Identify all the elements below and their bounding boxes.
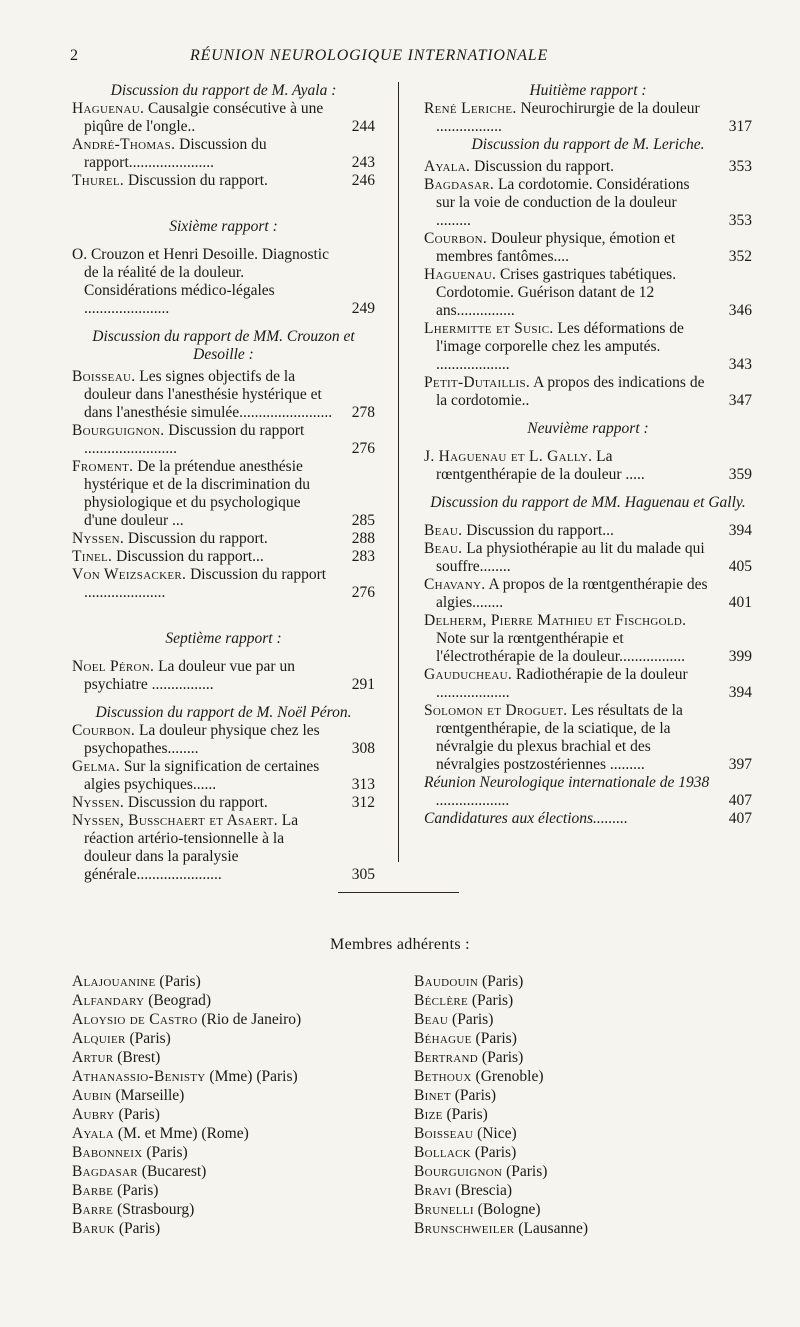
member-city: (Paris) [115,1220,161,1237]
entry-title: Discussion du rapport ..................... [84,566,327,601]
entry-author: Nyssen. [72,794,125,811]
entry-title: O. Crouzon et Henri Desoille. Diagnostic de la réalité de la douleur. Considérations médico-légales ...................... [72,246,329,317]
entry-title: Discussion du rapport. [127,530,268,547]
section-heading: Septième rapport : [165,630,282,647]
spacer [424,410,752,420]
member-name: Brunschweiler [414,1220,515,1237]
entry-title: La douleur physique chez les psychopathes........ [84,722,320,757]
entry-title: Sur la signification de certaines algies psychiques...... [84,758,320,793]
member-entry [72,1105,402,1124]
member-city: (Paris) [450,1087,497,1104]
entry-page-number: 288 [351,530,375,547]
toc-right-column [424,82,752,828]
member-entry [414,1181,744,1200]
member-name: Bravi [414,1182,452,1199]
member-entry [414,1048,744,1067]
member-entry [414,1067,744,1086]
member-name: Barbe [72,1182,114,1199]
entry-page-number: 407 [728,792,752,809]
entry-title: La cordotomie. Considérations sur la voie de conduction de la douleur ......... [436,176,690,229]
entry-title: Note sur la rœntgenthérapie et l'électrothérapie de la douleur................. [436,630,685,665]
entry-page-number: 246 [351,172,375,189]
entry-author: Bourguignon. [72,422,165,439]
entry-author: Tinel. [72,548,113,565]
toc-entry [424,810,752,828]
entry-author: André-Thomas. [72,136,176,153]
entry-page-number: 249 [351,300,375,317]
member-name: Baudouin [414,973,479,990]
entry-page-number: 313 [351,776,375,793]
entry-page-number: 283 [351,548,375,565]
spacer [72,236,375,246]
toc-entry [424,374,752,410]
member-entry [414,1086,744,1105]
toc-entry [424,176,752,230]
spacer [424,484,752,494]
member-name: Baruk [72,1220,116,1237]
entry-page-number: 405 [728,558,752,575]
toc-entry [72,368,375,422]
member-city: (Rio de Janeiro) [197,1011,302,1028]
entry-author: Delherm, Pierre Mathieu et Fischgold. [424,612,687,629]
toc-entry [72,566,375,602]
member-name: Beau [414,1011,449,1028]
member-entry [72,1067,402,1086]
toc-entry [424,320,752,374]
entry-title: A propos des indications de la cordotomie.. [436,374,705,409]
entry-page-number: 276 [351,584,375,601]
member-entry [414,1029,744,1048]
toc-entry [72,100,375,136]
column-divider [398,82,399,862]
member-name: Béhague [414,1030,472,1047]
toc-entry [424,576,752,612]
entry-page-number: 407 [728,810,752,827]
entry-title: Discussion du rapport...................... [84,136,267,171]
entry-author: Lhermitte et Susic. [424,320,554,337]
toc-entry [72,658,375,694]
toc-entry [424,540,752,576]
entry-page-number: 352 [728,248,752,265]
entry-page-number: 401 [728,594,752,611]
member-entry [72,1219,402,1238]
member-entry [72,1143,402,1162]
entry-author: Nyssen. [72,530,125,547]
entry-author: Beau. [424,522,463,539]
entry-page-number: 346 [728,302,752,319]
entry-author: Ayala. [424,158,471,175]
member-city: (Lausanne) [514,1220,588,1237]
member-entry [414,1124,744,1143]
member-entry [414,1200,744,1219]
entry-page-number: 353 [728,212,752,229]
entry-page-number: 276 [351,440,375,457]
entry-author: Haguenau. [424,266,497,283]
entry-page-number: 312 [351,794,375,811]
member-name: Boisseau [414,1125,474,1142]
member-name: Bollack [414,1144,472,1161]
entry-author: Solomon et Droguet. [424,702,568,719]
member-city: (Paris) [471,1030,517,1047]
member-entry [414,991,744,1010]
toc-entry [424,158,752,176]
toc-entry [72,722,375,758]
entry-title: Discussion du rapport. [127,172,268,189]
member-city: (Marseille) [111,1087,185,1104]
entry-page-number: 285 [351,512,375,529]
toc-entry [424,266,752,320]
member-city: (Grenoble) [471,1068,544,1085]
entry-title: Discussion du rapport... [466,522,614,539]
entry-author: Thurel. [72,172,125,189]
toc-entry [72,246,375,318]
entry-author: Bagdasar. [424,176,495,193]
member-name: Bourguignon [414,1163,503,1180]
toc-entry [424,612,752,666]
member-city: (Paris) [502,1163,548,1180]
entry-author: Von Weizsacker. [72,566,187,583]
entry-author: Nyssen, Busschaert et Asaert. [72,812,278,829]
entry-page-number: 394 [728,684,752,701]
toc-entry [424,774,752,810]
spacer [72,190,375,218]
toc-entry [424,448,752,484]
entry-author: Beau. [424,540,463,557]
member-entry [72,1200,402,1219]
entry-author: J. Haguenau et L. Gally. [424,448,593,465]
entry-title: La réaction artério-tensionnelle à la douleur dans la paralysie générale...................... [84,812,299,883]
entry-page-number: 244 [351,118,375,135]
entry-title: Crises gastriques tabétiques. Cordotomie. Guérison datant de 12 ans............... [436,266,677,319]
entry-author: Froment. [72,458,134,475]
entry-title: Causalgie consécutive à une piqûre de l'ongle.. [84,100,324,135]
member-city: (Paris) [471,1144,517,1161]
spacer [72,602,375,630]
section-heading: Discussion du rapport de MM. Haguenau et Gally. [430,494,746,511]
entry-author: Noel Péron. [72,658,155,675]
member-name: Béclère [414,992,468,1009]
entry-page-number: 243 [351,154,375,171]
entry-page-number: 397 [728,756,752,773]
entry-title: Discussion du rapport. [474,158,614,175]
toc-entry [72,812,375,884]
member-city: (Paris) [114,1106,160,1123]
entry-title: Candidatures aux élections......... [424,810,628,827]
member-entry [72,1162,402,1181]
entry-title: Discussion du rapport. [127,794,268,811]
section-heading: Discussion du rapport de MM. Crouzon et Desoille : [92,328,355,363]
member-entry [414,1162,744,1181]
member-name: Brunelli [414,1201,474,1218]
member-name: Alquier [72,1030,126,1047]
member-city: (Paris) [125,1030,171,1047]
entry-author: Haguenau. [72,100,145,117]
member-name: Barre [72,1201,114,1218]
section-heading: Sixième rapport : [169,218,278,235]
member-name: Bertrand [414,1049,479,1066]
entry-title: Douleur physique, émotion et membres fantômes.... [436,230,676,265]
toc-entry [72,794,375,812]
member-city: (Paris) [448,1011,494,1028]
member-name: Aloysio de Castro [72,1011,198,1028]
member-entry [72,1086,402,1105]
toc-left-column [72,82,375,884]
entry-author: Chavany. [424,576,486,593]
member-name: Babonneix [72,1144,143,1161]
entry-title: Les déformations de l'image corporelle chez les amputés. ................... [436,320,684,373]
member-entry [414,1219,744,1238]
spacer [424,438,752,448]
entry-page-number: 359 [728,466,752,483]
entry-title: Neurochirurgie de la douleur ................. [436,100,700,135]
spacer [72,694,375,704]
member-city: (Bologne) [473,1201,541,1218]
member-city: (Paris) [478,973,524,990]
running-title: RÉUNION NEUROLOGIQUE INTERNATIONALE [190,47,549,64]
member-entry [72,972,402,991]
section-heading: Discussion du rapport de M. Leriche. [471,136,705,153]
entry-title: Les signes objectifs de la douleur dans l'anesthésie hystérique et dans l'anesthésie simulée........................ [84,368,333,421]
entry-page-number: 317 [728,118,752,135]
member-entry [414,1010,744,1029]
member-name: Bethoux [414,1068,472,1085]
section-heading: Huitième rapport : [529,82,647,99]
toc-entry [424,522,752,540]
member-city: (Paris) [142,1144,188,1161]
entry-title: La douleur vue par un psychiatre ................ [84,658,295,693]
entry-title: Discussion du rapport... [116,548,264,565]
member-city: (Paris) [468,992,514,1009]
members-left-list [72,972,402,1238]
spacer [72,318,375,328]
entry-author: Petit-Dutaillis. [424,374,531,391]
toc-entry [72,548,375,566]
member-city: (Paris) [155,973,201,990]
entry-author: Boisseau. [72,368,136,385]
entry-page-number: 399 [728,648,752,665]
entry-page-number: 394 [728,522,752,539]
member-name: Artur [72,1049,114,1066]
section-heading: Discussion du rapport de M. Noël Péron. [95,704,352,721]
entry-page-number: 291 [351,676,375,693]
member-name: Binet [414,1087,451,1104]
entry-title: Radiothérapie de la douleur ................... [436,666,688,701]
entry-title: La rœntgenthérapie de la douleur ..... [436,448,645,483]
entry-title: A propos de la rœntgenthérapie des algies........ [436,576,708,611]
members-title: Membres adhérents : [330,936,470,953]
entry-title: La physiothérapie au lit du malade qui souffre........ [436,540,705,575]
member-city: (Bucarest) [137,1163,207,1180]
toc-entry [424,702,752,774]
member-city: (Nice) [473,1125,517,1142]
section-heading: Discussion du rapport de M. Ayala : [110,82,337,99]
member-entry [414,972,744,991]
toc-entry [72,422,375,458]
spacer [72,648,375,658]
member-name: Aubry [72,1106,115,1123]
toc-entry [72,136,375,172]
entry-author: René Leriche. [424,100,517,117]
toc-entry [424,666,752,702]
member-entry [72,1124,402,1143]
toc-entry [72,458,375,530]
member-name: Bize [414,1106,443,1123]
toc-entry [424,230,752,266]
entry-author: Gelma. [72,758,121,775]
member-name: Bagdasar [72,1163,138,1180]
section-heading: Neuvième rapport : [527,420,649,437]
member-city: (Paris) [478,1049,524,1066]
toc-entry [72,758,375,794]
member-name: Aubin [72,1087,112,1104]
entry-page-number: 353 [728,158,752,175]
member-name: Athanassio-Benisty [72,1068,206,1085]
entry-title: Discussion du rapport ........................ [84,422,305,457]
member-city: (Paris) [113,1182,159,1199]
member-name: Alajouanine [72,973,156,990]
entry-title: Les résultats de la rœntgenthérapie, de la sciatique, de la névralgie du plexus brachial et des névralgies postzostériennes ......... [436,702,683,773]
entry-title: Réunion Neurologique internationale de 1938 ................... [424,774,710,809]
entry-page-number: 343 [728,356,752,373]
member-entry [72,1029,402,1048]
toc-entry [72,172,375,190]
member-city: (Brescia) [451,1182,512,1199]
member-city: (Brest) [113,1049,161,1066]
member-city: (Mme) (Paris) [205,1068,298,1085]
entry-author: Courbon. [72,722,136,739]
entry-author: Courbon. [424,230,488,247]
toc-entry [72,530,375,548]
member-name: Ayala [72,1125,115,1142]
member-name: Alfandary [72,992,145,1009]
member-entry [72,1010,402,1029]
member-city: (Paris) [442,1106,488,1123]
entry-page-number: 305 [351,866,375,883]
members-right-list [414,972,744,1238]
member-entry [414,1105,744,1124]
member-entry [72,1181,402,1200]
spacer [424,512,752,522]
page-number: 2 [70,47,78,64]
section-rule [338,892,459,893]
member-city: (M. et Mme) (Rome) [114,1125,249,1142]
member-entry [72,991,402,1010]
entry-author: Gauducheau. [424,666,513,683]
member-entry [414,1143,744,1162]
entry-page-number: 308 [351,740,375,757]
member-city: (Strasbourg) [113,1201,195,1218]
member-entry [72,1048,402,1067]
entry-title: De la prétendue anesthésie hystérique et de la discrimination du physiologique et du psychologique d'une douleur ... [84,458,310,529]
member-city: (Beograd) [144,992,212,1009]
entry-page-number: 278 [351,404,375,421]
toc-entry [424,100,752,136]
entry-page-number: 347 [728,392,752,409]
